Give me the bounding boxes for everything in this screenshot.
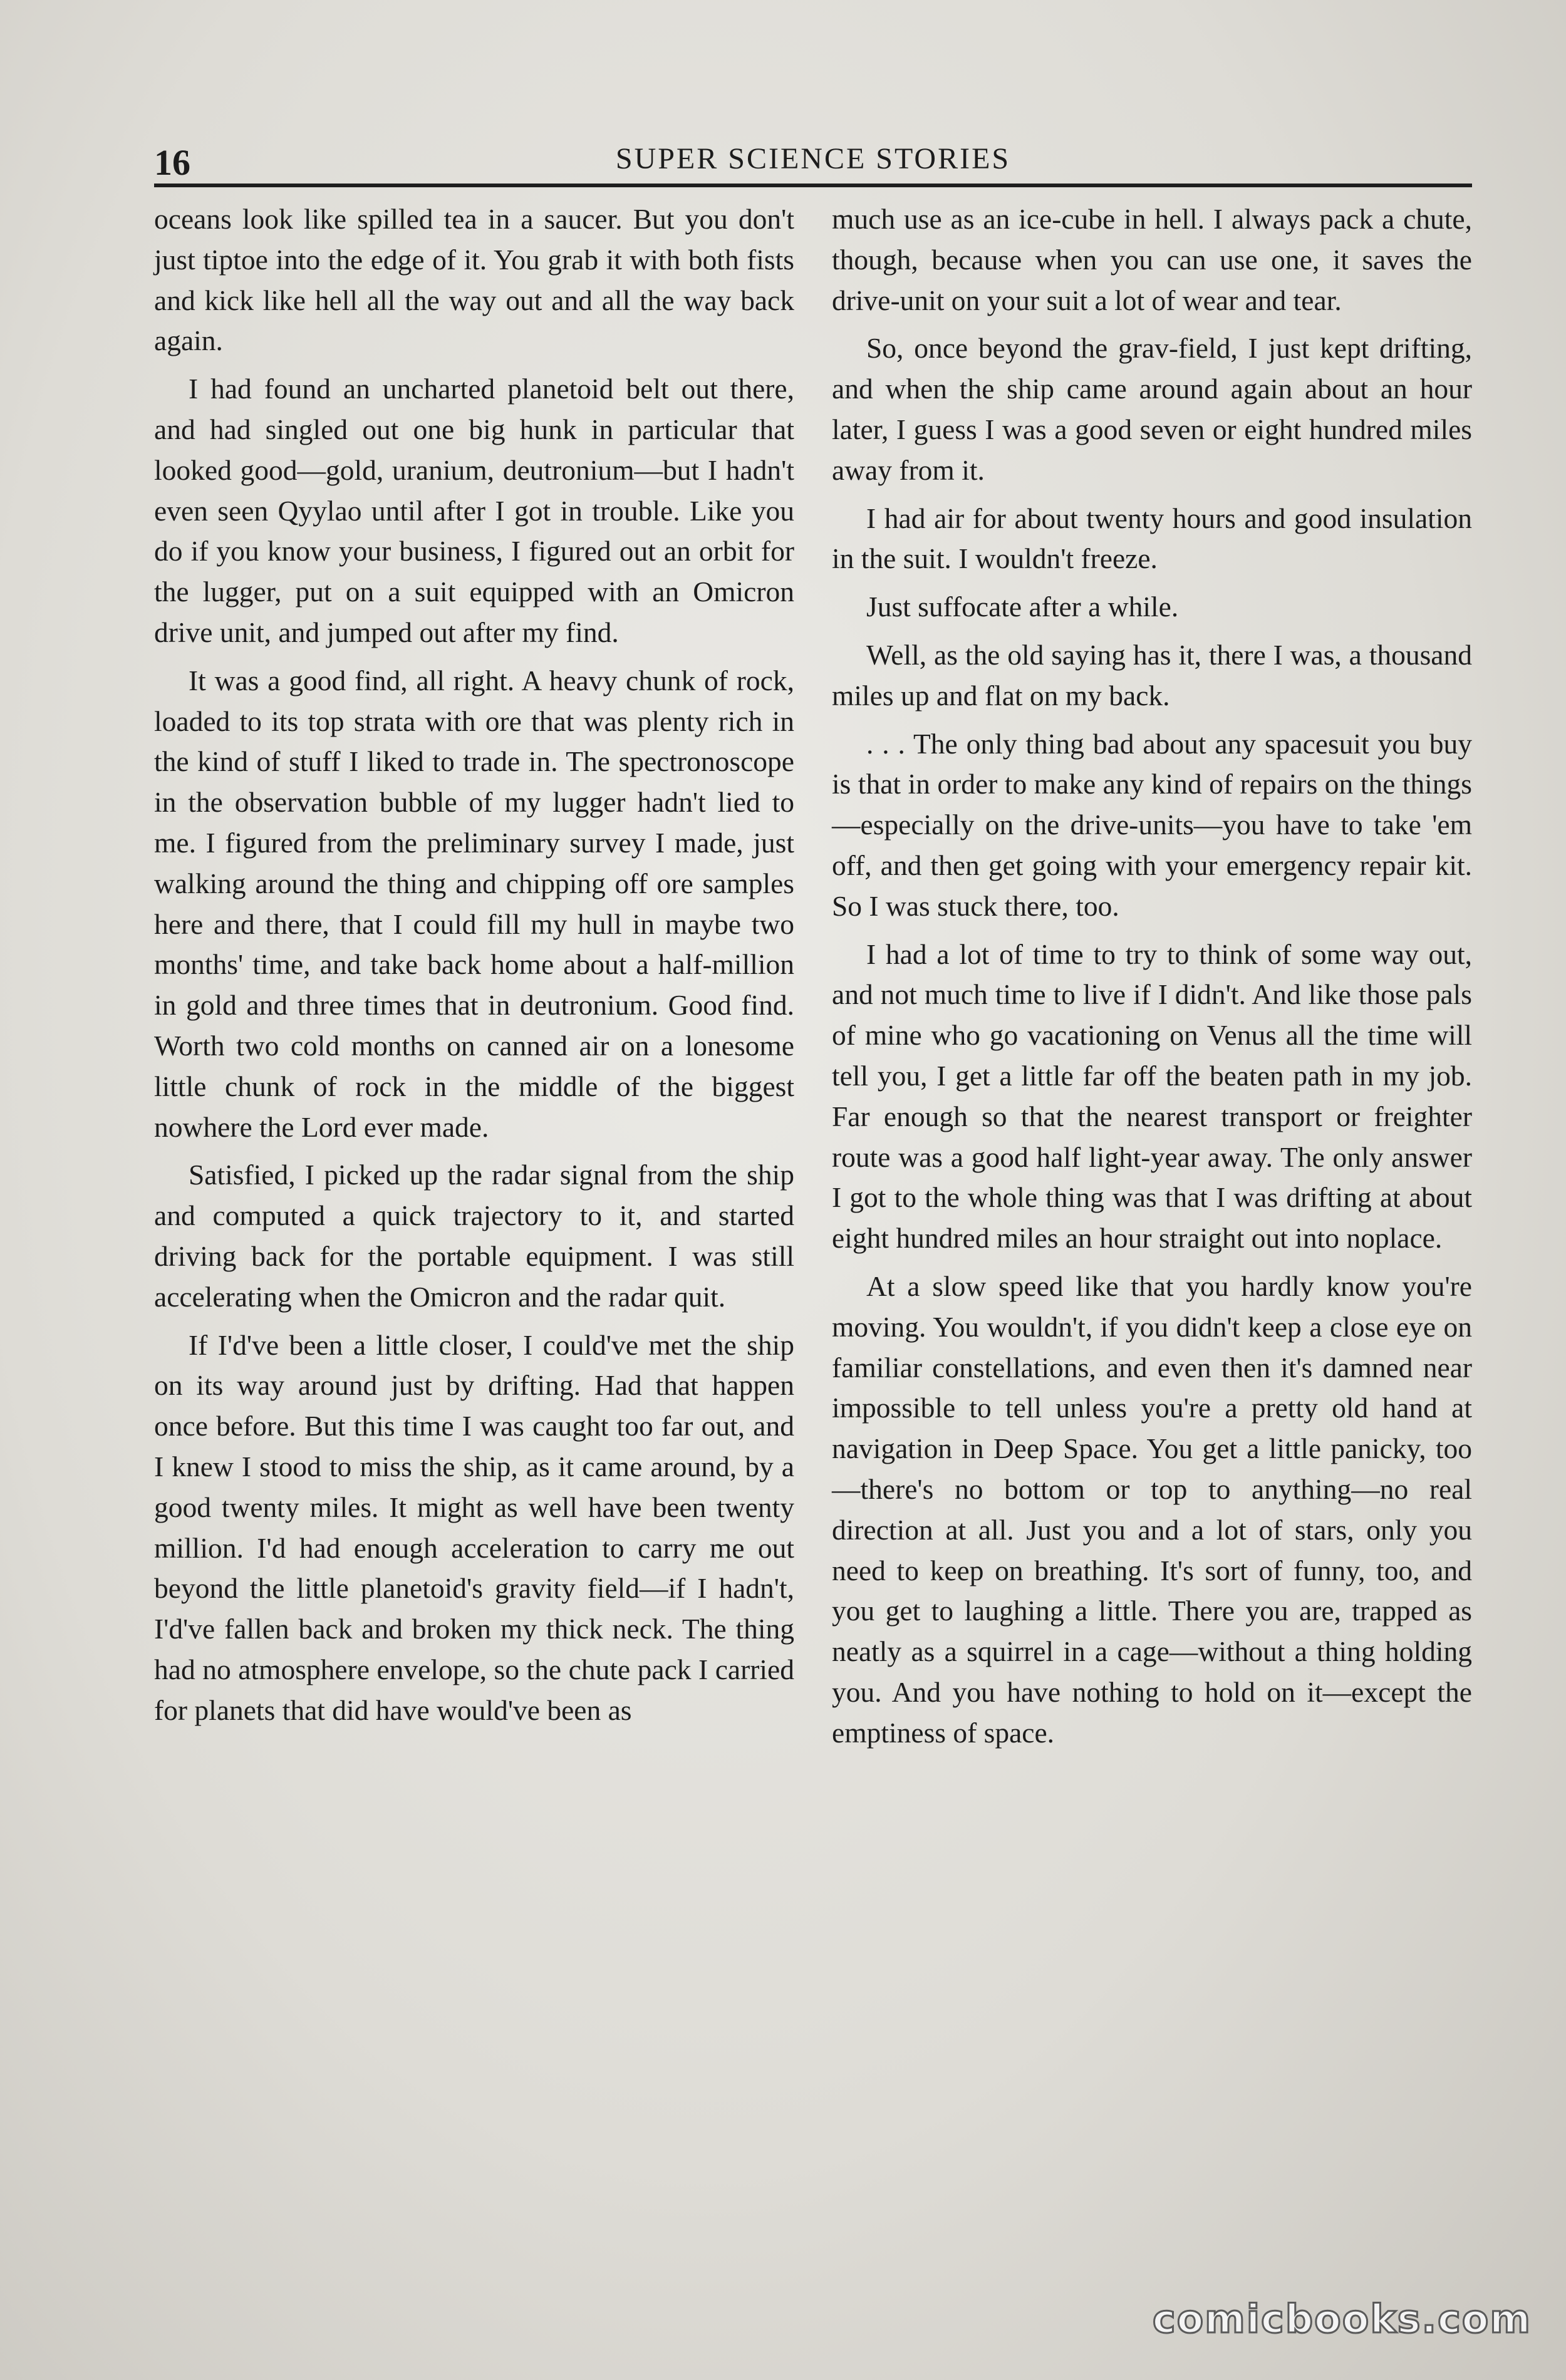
paragraph: Satisfied, I picked up the radar signal from the ship and computed a quick trajectory to it, and started driving back for the portable equipment. I was still accelerating when the Omicron and the radar quit. <box>154 1159 794 1313</box>
left-column <box>154 199 794 1738</box>
right-column <box>832 199 1472 1761</box>
watermark-logo: comicbooks.com <box>1152 2296 1532 2342</box>
paragraph: oceans look like spilled tea in a saucer. But you don't just tiptoe into the edge of it. You grab it with both fists and kick like hell all the way out and all the way back again. <box>154 203 794 357</box>
paragraph: Well, as the old saying has it, there I was, a thousand miles up and flat on my back. <box>832 638 1472 711</box>
paragraph: . . . The only thing bad about any spacesuit you buy is that in order to make any kind of repairs on the things—especially on the drive-units—you have to take 'em off, and then get going with your emergency repair kit. So I was stuck there, too. <box>832 727 1472 922</box>
paragraph: Just suffocate after a while. <box>866 591 1179 623</box>
running-head: SUPER SCIENCE STORIES <box>615 142 1011 175</box>
paragraph: I had air for about twenty hours and good insulation in the suit. I wouldn't freeze. <box>832 502 1472 575</box>
page-number: 16 <box>154 142 190 183</box>
paragraph: I had found an uncharted planetoid belt out there, and had singled out one big hunk in particular that looked good—gold, uranium, deutronium—but I hadn't even seen Qyylao until after I got in trouble. Like you do if you know your business, I figured out an orbit for the lugger, put on a suit equipped with an Omicron drive unit, and jumped out after my find. <box>154 373 794 648</box>
page-header <box>154 138 1472 183</box>
paragraph: I had a lot of time to try to think of some way out, and not much time to live if I didn't. And like those pals of mine who go vacationing on Venus all the time will tell you, I get a little far off the beaten path in my job. Far enough so that the nearest transport or freighter route was a good half light-year away. The only answer I got to the whole thing was that I was drifting at about eight hundred miles an hour straight out into noplace. <box>832 938 1472 1255</box>
header-rule <box>154 184 1472 187</box>
paragraph: much use as an ice-cube in hell. I always pack a chute, though, because when you can use one, it saves the drive-unit on your suit a lot of wear and tear. <box>832 203 1472 316</box>
paragraph: If I'd've been a little closer, I could've met the ship on its way around just by drifting. Had that happen once before. But this time I was caught too far out, and I knew I stood to miss the ship, as it came around, by a good twenty miles. It might as well have been twenty million. I'd had enough acceleration to carry me out beyond the little planetoid's gravity field—if I hadn't, I'd've fallen back and broken my thick neck. The thing had no atmosphere envelope, so the chute pack I carried for planets that did have would've been as <box>154 1328 794 1726</box>
paragraph: So, once beyond the grav-field, I just kept drifting, and when the ship came around again about an hour later, I guess I was a good seven or eight hundred miles away from it. <box>832 332 1472 486</box>
paragraph: At a slow speed like that you hardly know you're moving. You wouldn't, if you didn't keep a close eye on familiar constellations, and even then it's damned near impossible to tell unless you're a pretty old hand at navigation in Deep Space. You get a little panicky, too—there's no bottom or top to anything—no real direction at all. Just you and a lot of stars, only you need to keep on breathing. It's sort of funny, too, and you get to laughing a little. There you are, trapped as neatly as a squirrel in a cage—without a thing holding you. And you have nothing to hold on it—except the emptiness of space. <box>832 1270 1472 1749</box>
paragraph: It was a good find, all right. A heavy chunk of rock, loaded to its top strata with ore that was plenty rich in the kind of stuff I liked to trade in. The spectronoscope in the observation bubble of my lugger hadn't lied to me. I figured from the preliminary survey I made, just walking around the thing and chipping off ore samples here and there, that I could fill my hull in maybe two months' time, and take back home about a half-million in gold and three times that in deutronium. Good find. Worth two cold months on canned air on a lonesome little chunk of rock in the middle of the biggest nowhere the Lord ever made. <box>154 664 794 1143</box>
